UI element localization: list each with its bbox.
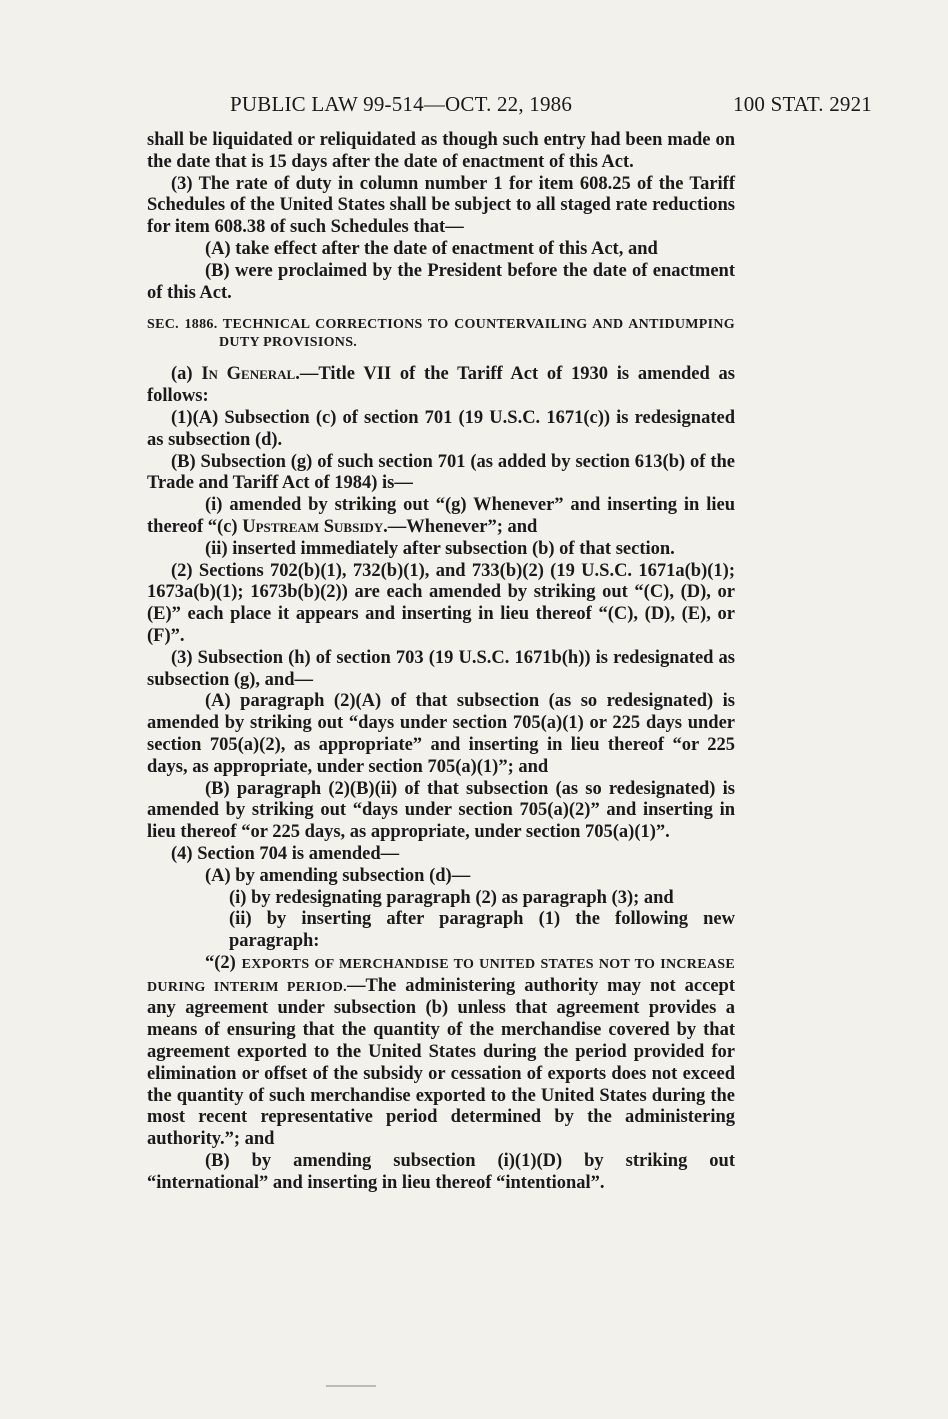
paragraph: (i) by redesignating paragraph (2) as paragraph (3); and: [229, 887, 674, 908]
subsection-heading: Upstream Subsidy.: [242, 516, 388, 537]
subsection-heading: EXPORTS OF MERCHANDISE TO UNITED STATES NOT TO INCREASE DURING INTERIM PERIOD.: [147, 956, 735, 995]
paragraph: (3) Subsection (h) of section 703 (19 U.S.C. 1671b(h)) is redesignated as subsection (g), and—: [147, 647, 735, 690]
paragraph: (A) take effect after the date of enactment of this Act, and: [205, 238, 658, 259]
page-body: [147, 130, 735, 1195]
paragraph: shall be liquidated or reliquidated as though such entry had been made on the date that is 15 days after the date of enactment of this Act.: [147, 130, 735, 172]
paragraph-lead: (i) amended by striking out “(g) Whenever” and inserting in lieu thereof “(c): [147, 495, 735, 537]
section-heading: SEC. 1886. TECHNICAL CORRECTIONS TO COUNTERVAILING AND ANTIDUMPING DUTY PROVISIONS.: [147, 317, 735, 351]
paragraph-text: —Whenever”; and: [387, 516, 538, 537]
paragraph: [147, 953, 735, 1151]
paragraph: (B) Subsection (g) of such section 701 (as added by section 613(b) of the Trade and Tariff Act of 1984) is—: [147, 451, 735, 494]
paragraph: (B) paragraph (2)(B)(ii) of that subsection (as so redesignated) is amended by striking out “days under section 705(a)(2)” and inserting in lieu thereof “or 225 days, as appropriate, under section 705(a)(1)”.: [147, 778, 735, 843]
paragraph: [147, 495, 735, 539]
paragraph: (4) Section 704 is amended—: [171, 843, 400, 864]
paragraph: (B) were proclaimed by the President before the date of enactment of this Act.: [147, 260, 735, 303]
paragraph: (ii) inserted immediately after subsection (b) of that section.: [205, 538, 675, 559]
header-title: PUBLIC LAW 99-514—OCT. 22, 1986: [230, 92, 573, 116]
paragraph-text: —Title VII of the Tariff Act of 1930 is amended as follows:: [147, 364, 735, 407]
paragraph: (B) by amending subsection (i)(1)(D) by striking out “international” and inserting in lieu thereof “intentional”.: [147, 1151, 735, 1193]
paragraph: (A) by amending subsection (d)—: [205, 865, 471, 886]
paragraph: (ii) by inserting after paragraph (1) the following new paragraph:: [229, 909, 735, 952]
paragraph: (1)(A) Subsection (c) of section 701 (19 U.S.C. 1671(c)) is redesignated as subsection (d).: [147, 407, 735, 450]
paragraph: [147, 364, 735, 408]
subsection-heading: In General.: [201, 364, 300, 385]
scan-mark: [326, 1385, 376, 1387]
paragraph: (A) paragraph (2)(A) of that subsection (as so redesignated) is amended by striking out “days under section 705(a)(1) or 225 days under section 705(a)(2), as appropriate” and inserting in lieu thereof “or 225 days, as appropriate, under section 705(a)(1)”; and: [147, 691, 735, 777]
paragraph-lead: (a): [171, 364, 202, 385]
paragraph-lead: “(2): [205, 952, 242, 973]
header-stat: 100 STAT. 2921: [733, 92, 872, 116]
paragraph: (3) The rate of duty in column number 1 for item 608.25 of the Tariff Schedules of the United States shall be subject to all staged rate reductions for item 608.38 of such Schedules that—: [147, 173, 735, 238]
paragraph-text: —The administering authority may not accept any agreement under subsection (b) unless that agreement provides a means of ensuring that the quantity of the merchandise covered by that agreement exported to the United States during the period provided for elimination or offset of the subsidy or cessation of exports does not exceed the quantity of such merchandise exported to the United States during the most recent representative period determined by the administering authority.”; and: [147, 975, 735, 1150]
paragraph: (2) Sections 702(b)(1), 732(b)(1), and 733(b)(2) (19 U.S.C. 1671a(b)(1); 1673a(b)(1); 1673b(b)(2)) are each amended by striking out “(C), (D), or (E)” each place it appears and inserting in lieu thereof “(C), (D), (E), or (F)”.: [147, 560, 735, 646]
